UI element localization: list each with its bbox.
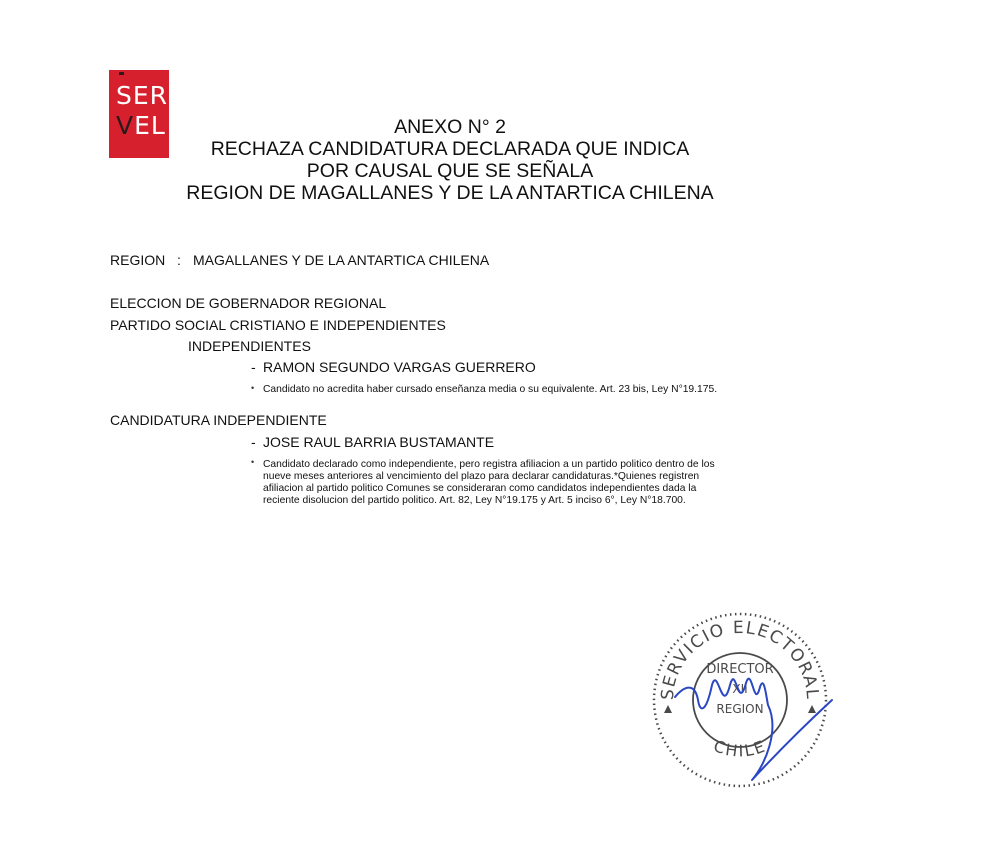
logo-line-2-rest: EL — [134, 111, 166, 140]
candidate-2-reason-line-1: Candidato declarado como independiente, pero registra afiliacion a un partido politico dentro de los — [263, 459, 715, 470]
title-line-1: ANEXO N° 2 — [394, 116, 506, 138]
logo-mark — [119, 72, 124, 75]
stamp-inner-line-2: XII — [732, 682, 748, 696]
title-line-4: REGION DE MAGALLANES Y DE LA ANTARTICA CHILENA — [186, 182, 714, 204]
official-stamp — [640, 605, 840, 790]
independent-heading: CANDIDATURA INDEPENDIENTE — [110, 412, 327, 428]
candidate-2-reason-line-3: afiliacion al partido politico Comunes se consideraran como candidatos independientes dada la — [263, 483, 697, 494]
candidate-2-dash: - — [251, 434, 256, 450]
candidate-1-reason: Candidato no acredita haber cursado enseñanza media o su equivalente. Art. 23 bis, Ley N°19.175. — [263, 384, 718, 395]
candidate-2-reason-line-2: nueve meses anteriores al vencimiento del plazo para declarar candidaturas.*Quienes registren — [263, 471, 700, 482]
region-label: REGION — [110, 252, 166, 268]
logo-line-1: SER — [116, 81, 169, 110]
candidate-1-name: RAMON SEGUNDO VARGAS GUERRERO — [263, 359, 536, 375]
candidate-2-name: JOSE RAUL BARRIA BUSTAMANTE — [263, 434, 495, 450]
candidate-1-dash: - — [251, 359, 256, 375]
candidate-2-reason-line-4: reciente disolucion del partido politico. Art. 82, Ley N°19.175 y Art. 5 inciso 6°, Ley N°18.700. — [263, 495, 686, 506]
election-heading: ELECCION DE GOBERNADOR REGIONAL — [110, 295, 387, 311]
title-line-3: POR CAUSAL QUE SE SEÑALA — [306, 160, 594, 182]
party-subgroup: INDEPENDIENTES — [188, 338, 311, 354]
stamp-outer-top-text: SERVICIO ELECTORAL — [657, 617, 823, 701]
candidate-2-reason — [263, 459, 715, 507]
logo-letter-v: V — [116, 111, 135, 140]
candidate-2-bullet: • — [251, 457, 255, 467]
title-line-2: RECHAZA CANDIDATURA DECLARADA QUE INDICA — [210, 138, 690, 160]
stamp-right-star — [808, 705, 816, 713]
region-separator: : — [177, 252, 181, 268]
stamp-left-star — [664, 705, 672, 713]
document-title — [150, 116, 750, 204]
stamp-outer-bottom-text: CHILE — [710, 736, 770, 761]
party-name: PARTIDO SOCIAL CRISTIANO E INDEPENDIENTES — [110, 317, 446, 333]
stamp-inner-line-3: REGION — [716, 702, 764, 716]
stamp-inner-line-1: DIRECTOR — [706, 662, 774, 677]
candidate-1-bullet: • — [251, 383, 255, 393]
region-value: MAGALLANES Y DE LA ANTARTICA CHILENA — [193, 252, 490, 268]
